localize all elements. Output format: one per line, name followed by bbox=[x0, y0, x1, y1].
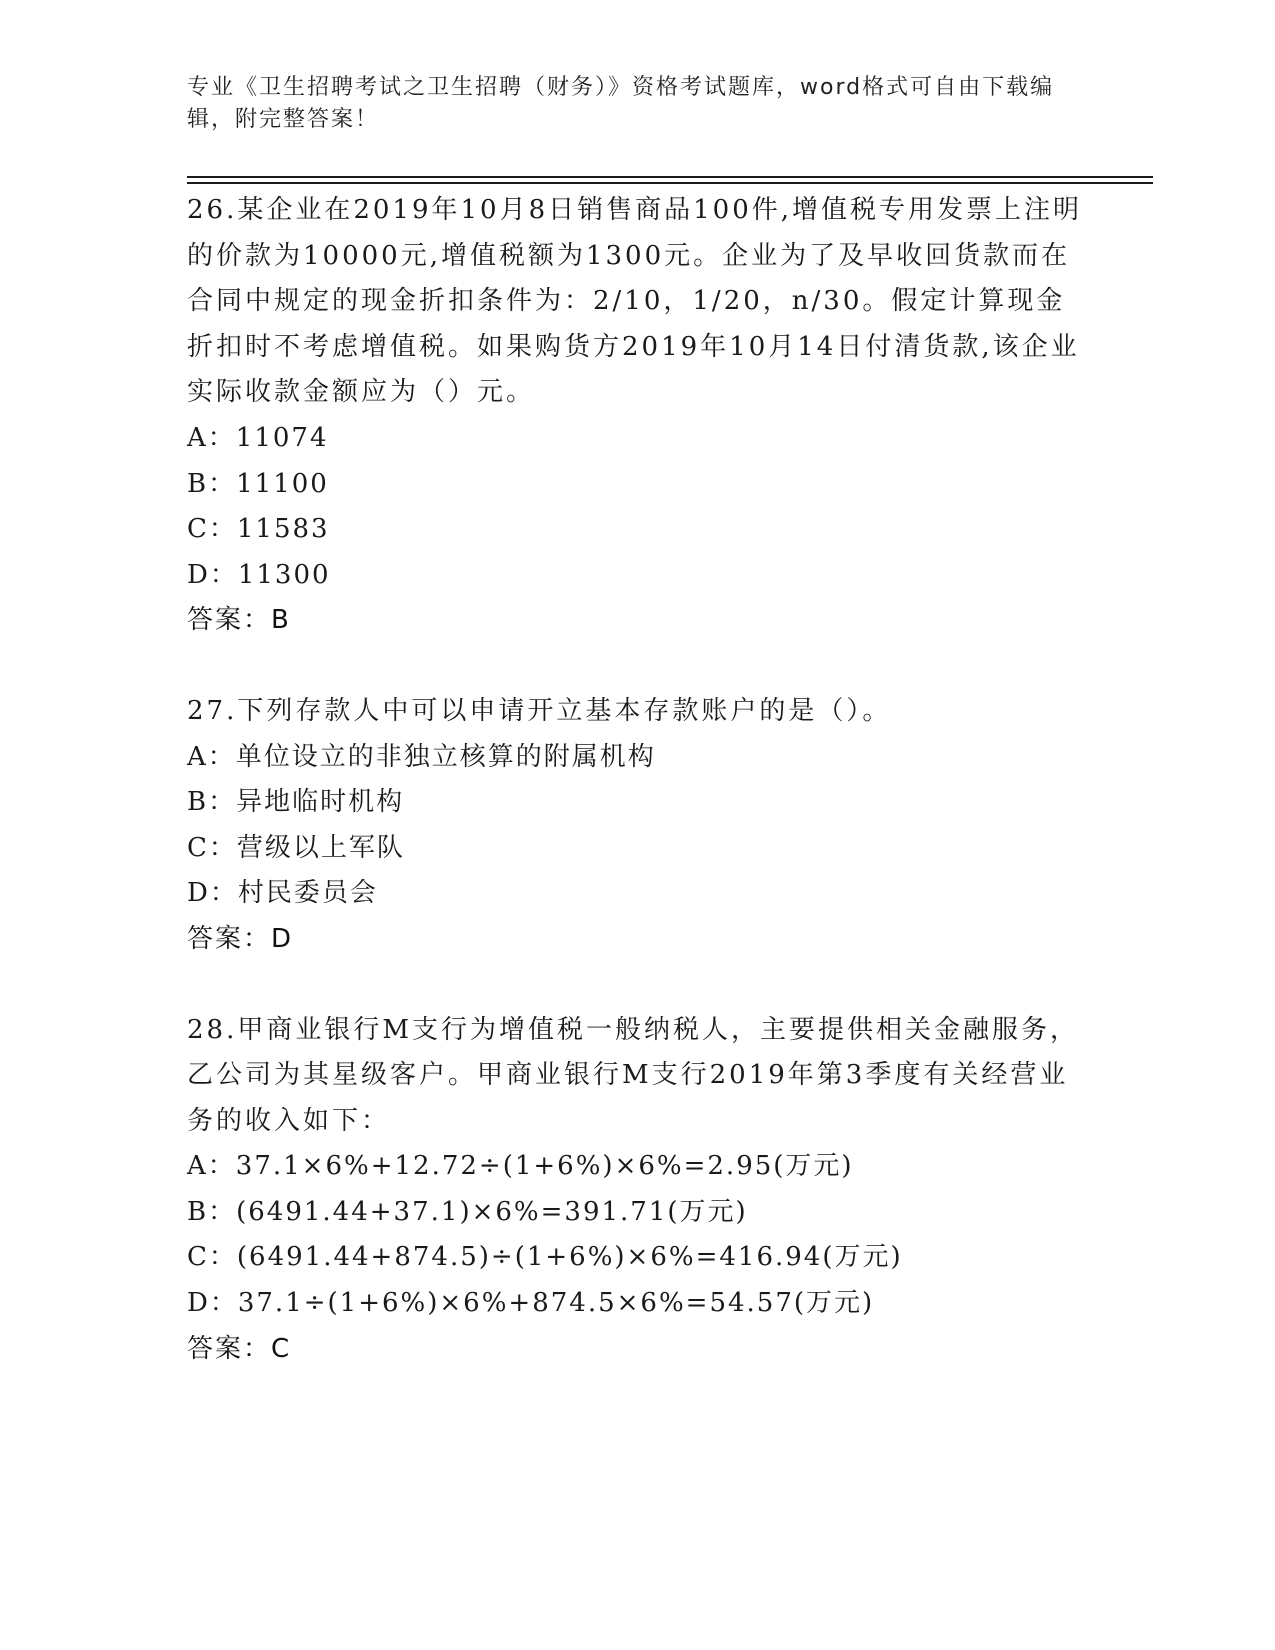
option-b: B：异地临时机构 bbox=[187, 787, 405, 818]
header-rule-top bbox=[187, 176, 1153, 178]
block-spacer bbox=[187, 644, 1087, 689]
answer-line: 答案：D bbox=[187, 923, 294, 954]
question-list bbox=[187, 188, 1087, 1372]
option-b: B：11100 bbox=[187, 468, 329, 499]
question-text: 27.下列存款人中可以申请开立基本存款账户的是（）。 bbox=[187, 695, 892, 726]
option-d: D：11300 bbox=[187, 559, 331, 590]
question-text: 28.甲商业银行M支行为增值税一般纳税人，主要提供相关金融服务，乙公司为其星级客户。甲商业银行M支行2019年第3季度有关经营业务的收入如下： bbox=[187, 1014, 1079, 1136]
option-c: C：营级以上军队 bbox=[187, 832, 405, 863]
option-c: C：11583 bbox=[187, 514, 330, 545]
option-a: A：37.1×6%+12.72÷(1+6%)×6%=2.95(万元) bbox=[187, 1151, 854, 1182]
document-header-intro: 专业《卫生招聘考试之卫生招聘（财务）》资格考试题库，word格式可自由下载编辑，附完整答案！ bbox=[187, 75, 1055, 132]
question-block-28 bbox=[187, 1008, 1087, 1373]
question-block-26 bbox=[187, 188, 1087, 644]
answer-line: 答案：C bbox=[187, 1333, 292, 1364]
option-a: A：单位设立的非独立核算的附属机构 bbox=[187, 741, 656, 772]
option-d: D：37.1÷(1+6%)×6%+874.5×6%=54.57(万元) bbox=[187, 1288, 875, 1319]
option-b: B：(6491.44+37.1)×6%=391.71(万元) bbox=[187, 1196, 748, 1227]
option-c: C：(6491.44+874.5)÷(1+6%)×6%=416.94(万元) bbox=[187, 1242, 903, 1273]
header-rule-bottom bbox=[187, 182, 1153, 184]
option-d: D：村民委员会 bbox=[187, 878, 378, 909]
option-a: A：11074 bbox=[187, 422, 329, 453]
question-text: 26.某企业在2019年10月8日销售商品100件,增值税专用发票上注明的价款为10000元,增值税额为1300元。企业为了及早收回货款而在合同中规定的现金折扣条件为：2/10，1/20，n/30。假定计算现金折扣时不考虑增值税。如果购货方2019年10月14日付清货款,该企业实际收款金额应为（）元。 bbox=[187, 195, 1083, 408]
question-block-27 bbox=[187, 689, 1087, 963]
block-spacer bbox=[187, 963, 1087, 1008]
answer-line: 答案：B bbox=[187, 605, 291, 636]
